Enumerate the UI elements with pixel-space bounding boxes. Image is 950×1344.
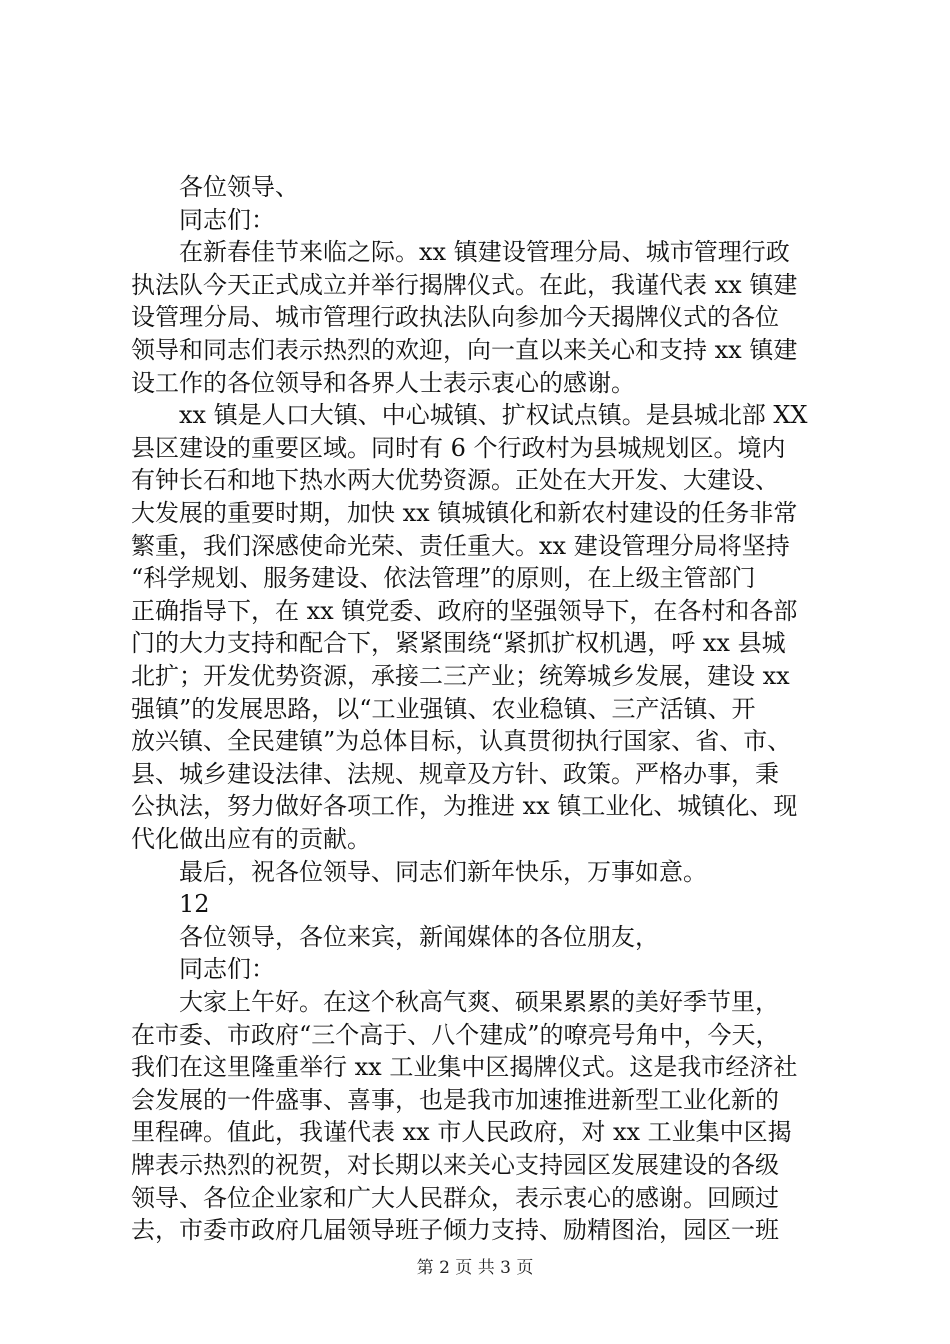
text-line: 里程碑。值此，我谨代表 xx 市人民政府，对 xx 工业集中区揭 (131, 1118, 792, 1147)
text-line: 放兴镇、全民建镇”为总体目标，认真贯彻执行国家、省、市、 (131, 727, 792, 756)
text-line: 正确指导下，在 xx 镇党委、政府的坚强领导下，在各村和各部 (131, 596, 798, 625)
text-line: 在新春佳节来临之际。xx 镇建设管理分局、城市管理行政 (179, 238, 790, 267)
page-footer (0, 1257, 950, 1279)
page-number-label: 第 2 页 共 3 页 (416, 1258, 534, 1278)
text-line: 强镇”的发展思路，以“工业强镇、农业稳镇、三产活镇、开 (131, 694, 756, 723)
text-line: 代化做出应有的贡献。 (131, 825, 371, 853)
text-line: 最后，祝各位领导、同志们新年快乐，万事如意。 (179, 857, 707, 886)
text-line: 领导和同志们表示热烈的欢迎，向一直以来关心和支持 xx 镇建 (131, 336, 798, 364)
text-line: 12 (179, 890, 210, 919)
text-line: 县、城乡建设法律、法规、规章及方针、政策。严格办事，秉 (131, 759, 779, 788)
text-line: 领导、各位企业家和广大人民群众，表示衷心的感谢。回顾过 (131, 1183, 779, 1212)
text-line: 大家上午好。在这个秋高气爽、硕果累累的美好季节里， (179, 988, 779, 1016)
text-line: 牌表示热烈的祝贺，对长期以来关心支持园区发展建设的各级 (131, 1151, 779, 1179)
text-line: 繁重，我们深感使命光荣、责任重大。xx 建设管理分局将坚持 (131, 531, 790, 560)
text-line: 设工作的各位领导和各界人士表示衷心的感谢。 (131, 368, 635, 397)
text-line: 北扩；开发优势资源，承接二三产业；统筹城乡发展，建设 xx (131, 662, 790, 690)
text-line: 设管理分局、城市管理行政执法队向参加今天揭牌仪式的各位 (131, 303, 779, 332)
text-line: xx 镇是人口大镇、中心城镇、扩权试点镇。是县城北部 XX (179, 401, 808, 430)
text-line: 在市委、市政府“三个高于、八个建成”的嘹亮号角中，今天， (131, 1020, 780, 1049)
text-line: 门的大力支持和配合下，紧紧围绕“紧抓扩权机遇，呼 xx 县城 (131, 629, 786, 658)
text-line: 各位领导，各位来宾，新闻媒体的各位朋友， (179, 922, 659, 951)
text-line: 同志们： (179, 955, 275, 984)
text-line: 各位领导、 (179, 173, 299, 201)
text-line: 有钟长石和地下热水两大优势资源。正处在大开发、大建设、 (131, 466, 779, 495)
text-line: 我们在这里隆重举行 xx 工业集中区揭牌仪式。这是我市经济社 (131, 1053, 798, 1082)
text-line: 县区建设的重要区域。同时有 6 个行政村为县城规划区。境内 (131, 433, 786, 462)
text-line: 公执法，努力做好各项工作，为推进 xx 镇工业化、城镇化、现 (131, 792, 798, 821)
text-line: 会发展的一件盛事、喜事，也是我市加速推进新型工业化新的 (131, 1085, 779, 1114)
text-line: 大发展的重要时期，加快 xx 镇城镇化和新农村建设的任务非常 (131, 499, 798, 527)
text-line: 去，市委市政府几届领导班子倾力支持、励精图治，园区一班 (131, 1216, 779, 1245)
text-line: 执法队今天正式成立并举行揭牌仪式。在此，我谨代表 xx 镇建 (131, 270, 798, 299)
text-line: “科学规划、服务建设、依法管理”的原则，在上级主管部门 (131, 564, 756, 593)
text-line: 同志们： (179, 205, 275, 234)
